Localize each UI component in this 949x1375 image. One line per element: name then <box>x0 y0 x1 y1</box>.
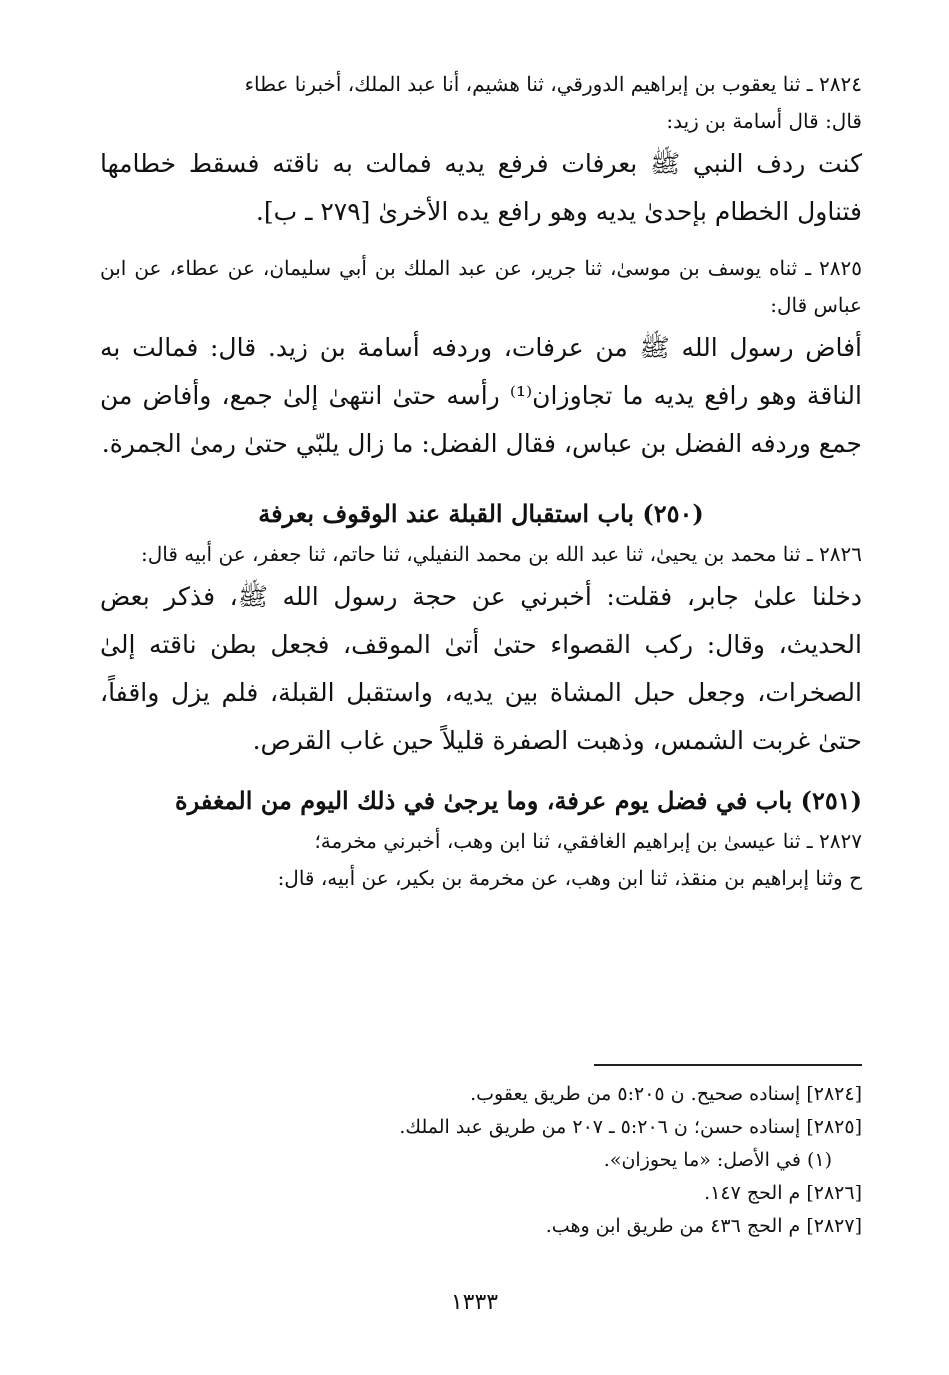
hadith-2827-isnad-line1: ٢٨٢٧ ـ ثنا عيسىٰ بن إبراهيم الغافقي، ثنا ابن وهب، أخبرني مخرمة؛ <box>314 829 862 853</box>
footnote-1: (١) في الأصل: «ما يحوزان». <box>603 1149 832 1171</box>
hadith-2827-isnad-line2: ح وثنا إبراهيم بن منقذ، ثنا ابن وهب، عن مخرمة بن بكير، عن أبيه، قال: <box>277 866 862 890</box>
hadith-2824-isnad-line2: قال: قال أسامة بن زيد: <box>666 109 862 133</box>
hadith-2825-isnad: ٢٨٢٥ ـ ثناه يوسف بن موسىٰ، ثنا جرير، عن عبد الملك بن أبي سليمان، عن عطاء، عن ابن عباس قال: <box>100 256 862 317</box>
footnote-2826: [٢٨٢٦] م الحج ١٤٧. <box>704 1182 862 1204</box>
spacer <box>100 468 862 492</box>
spacer <box>100 765 862 779</box>
hadith-2826-matn: دخلنا علىٰ جابر، فقلت: أخبرني عن حجة رسول الله ﷺ، فذكر بعض الحديث، وقال: ركب القصواء حتىٰ أتىٰ الموقف، فجعل بطن ناقته إلىٰ الصخرات، وجعل حبل المشاة بين يديه، واستقبل القبلة، فلم يزل واقفاً، حتىٰ غربت الشمس، وذهبت الصفرة قليلاً حين غاب القرص. <box>100 582 862 755</box>
hadith-2824-isnad-line1: ٢٨٢٤ ـ ثنا يعقوب بن إبراهيم الدورقي، ثنا هشيم، أنا عبد الملك، أخبرنا عطاء <box>244 72 862 96</box>
footnote-2824: [٢٨٢٤] إسناده صحيح. ن ٥:٢٠٥ من طريق يعقوب. <box>470 1083 862 1105</box>
footnote-2825: [٢٨٢٥] إسناده حسن؛ ن ٥:٢٠٦ ـ ٢٠٧ من طريق عبد الملك. <box>399 1116 862 1138</box>
page-body <box>100 66 862 897</box>
footnotes <box>342 1078 862 1243</box>
page-number: ١٣٣٣ <box>450 1290 499 1315</box>
spacer <box>100 236 862 250</box>
chapter-250-heading: (٢٥٠) باب استقبال القبلة عند الوقوف بعرفة <box>258 499 704 528</box>
footnote-2827: [٢٨٢٧] م الحج ٤٣٦ من طريق ابن وهب. <box>545 1215 862 1237</box>
hadith-2826-isnad: ٢٨٢٦ ـ ثنا محمد بن يحيىٰ، ثنا عبد الله بن محمد النفيلي، ثنا حاتم، ثنا جعفر، عن أبيه قال: <box>140 542 862 566</box>
hadith-2824-matn: كنت ردف النبي ﷺ بعرفات فرفع يديه فمالت به ناقته فسقط خطامها فتناول الخطام بإحدىٰ يديه وهو رافع يده الأخرىٰ [٢٧٩ ـ ب]. <box>100 149 862 226</box>
hadith-2825-matn: أفاض رسول الله ﷺ من عرفات، وردفه أسامة بن زيد. قال: فمالت به الناقة وهو رافع يديه ما تجاوزان⁽¹⁾ رأسه حتىٰ انتهىٰ إلىٰ جمع، وأفاض من جمع وردفه الفضل بن عباس، فقال الفضل: ما زال يلبّي حتىٰ رمىٰ الجمرة. <box>100 333 862 458</box>
footnote-divider <box>594 1064 862 1066</box>
chapter-251-heading: (٢٥١) باب في فضل يوم عرفة، وما يرجىٰ في ذلك اليوم من المغفرة <box>175 786 862 815</box>
